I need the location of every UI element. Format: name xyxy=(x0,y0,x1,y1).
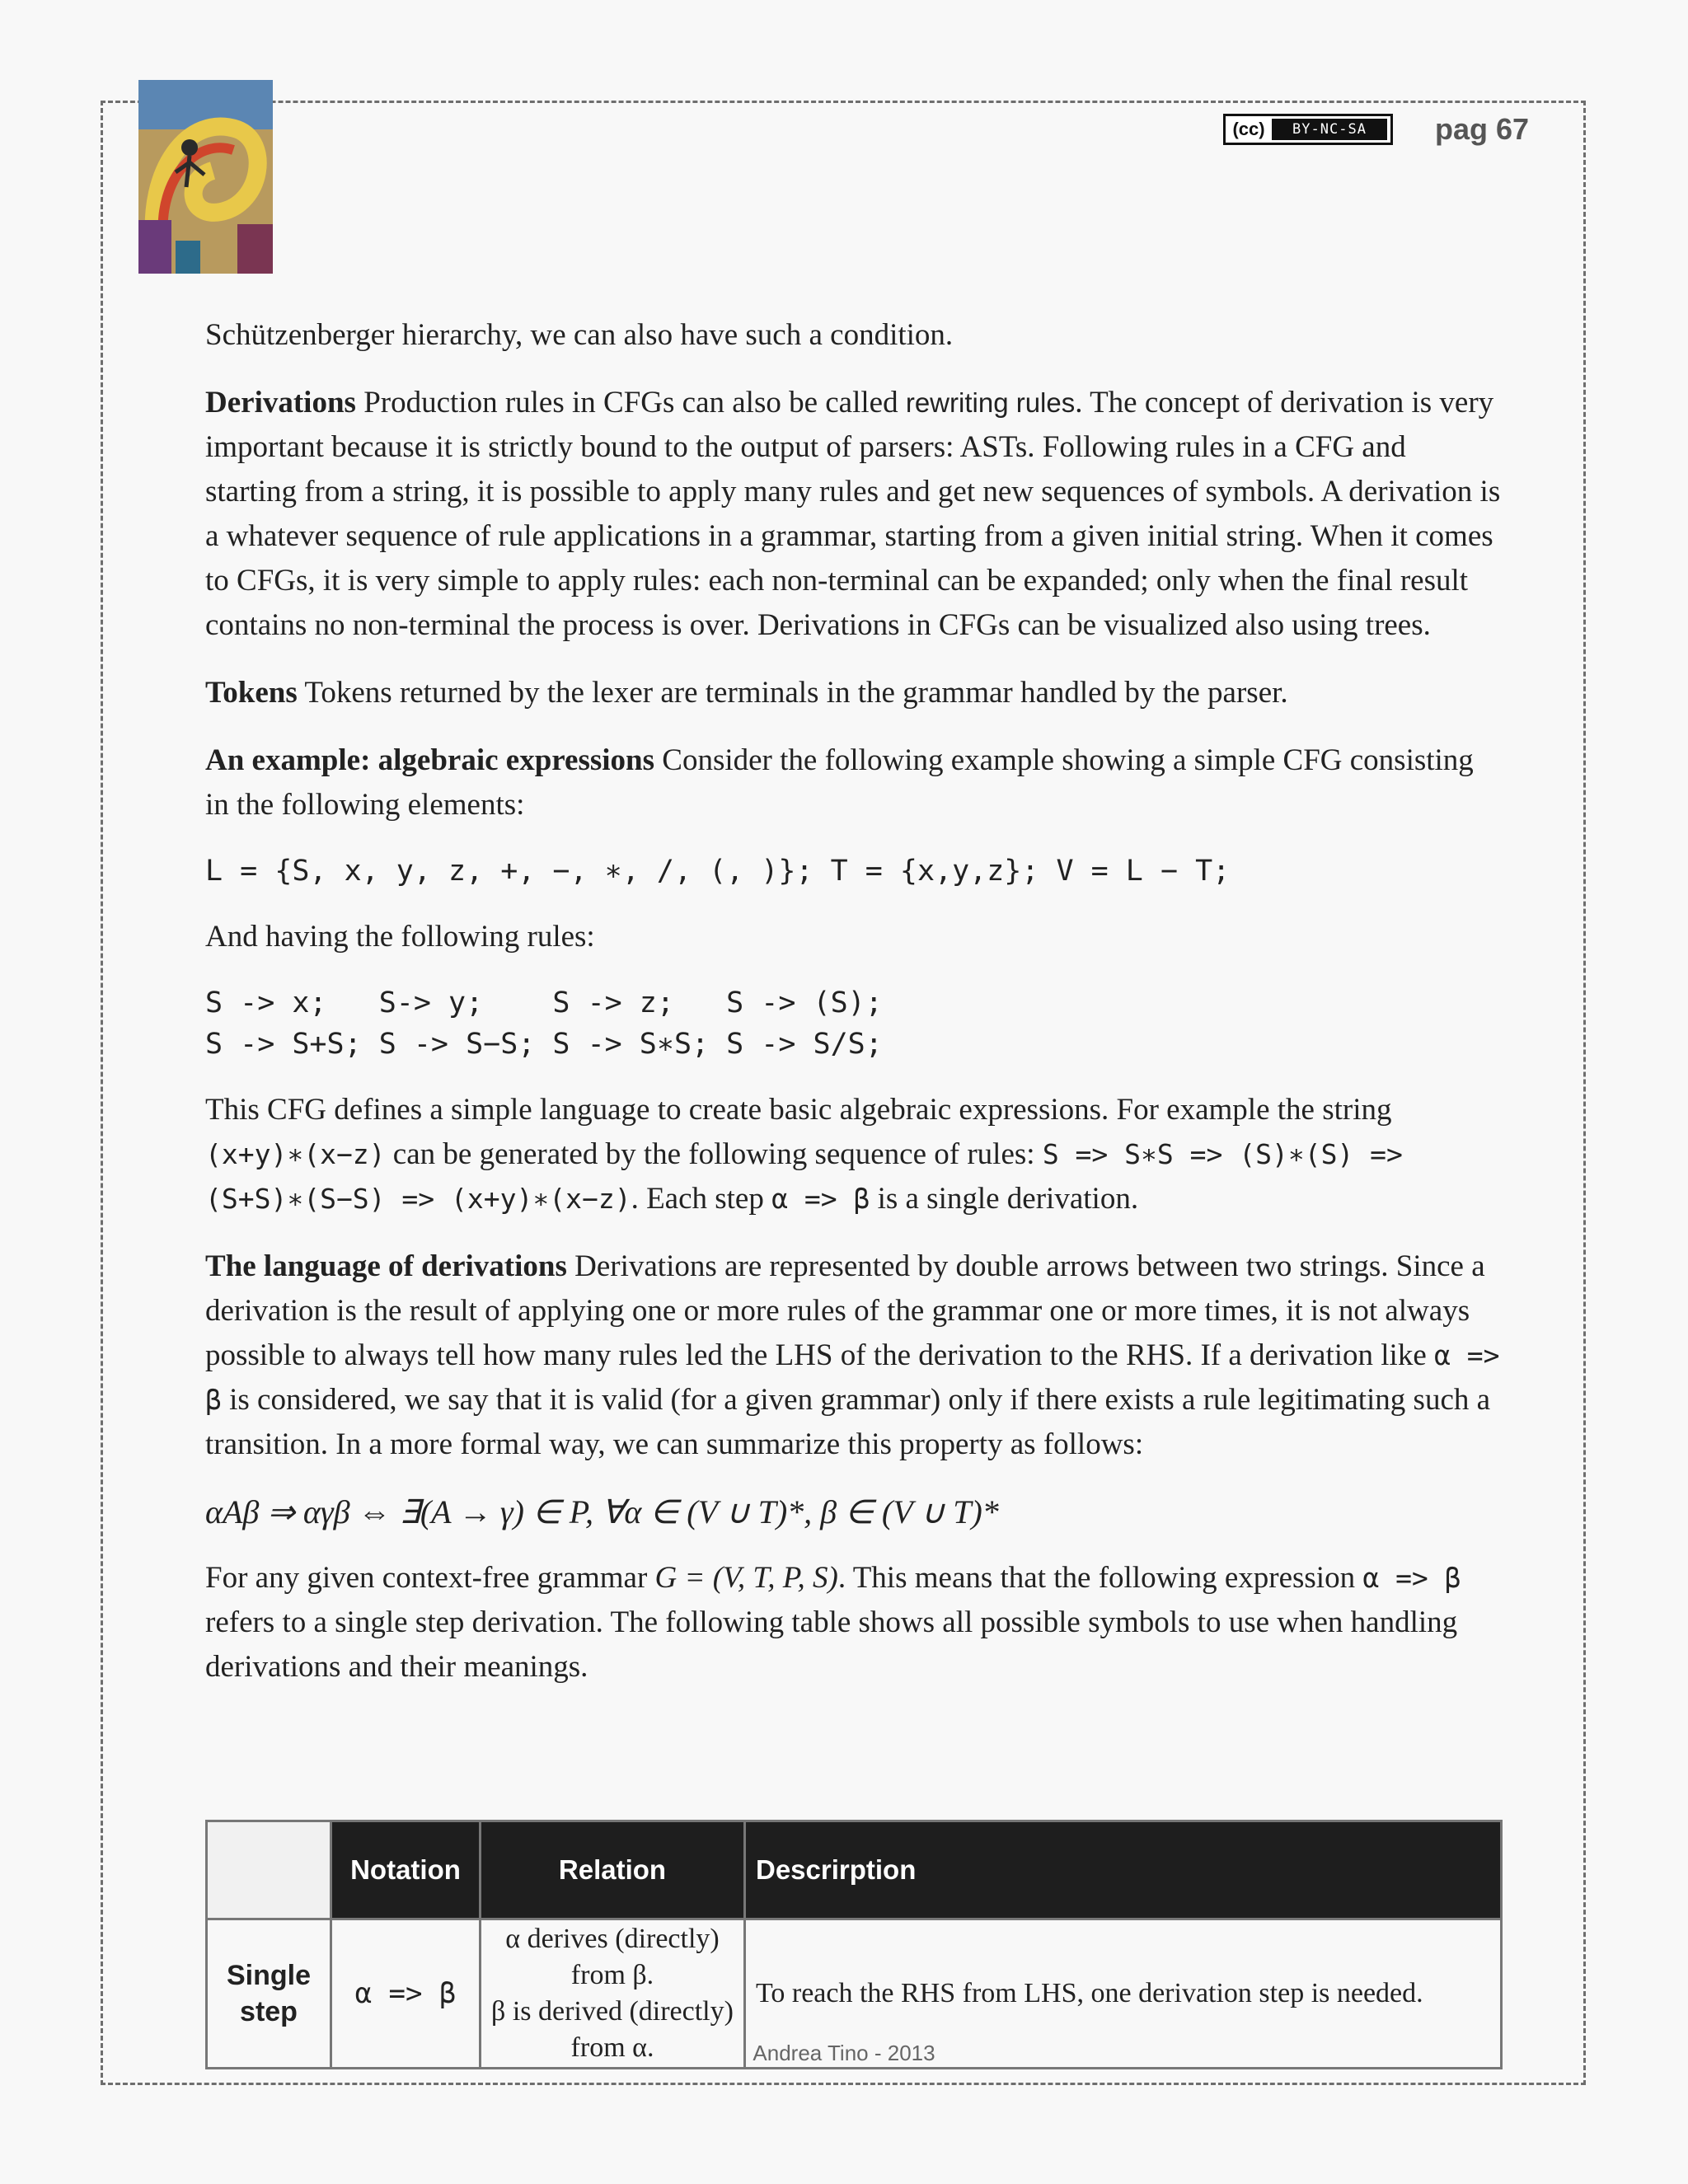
main-content xyxy=(205,313,1501,1713)
license-label: BY-NC-SA xyxy=(1272,119,1387,140)
paragraph-cfg-language: This CFG defines a simple language to create basic algebraic expressions. For example the string (x+y)∗(x−z) can be generated by the following sequence of rules: S => S∗S => (S)∗(S) => (S+S)∗(S−S) => (x+y)∗(x−z). Each step α => β is a single derivation. xyxy=(205,1093,1403,1216)
paragraph-derivations: Derivations Production rules in CFGs can also be called rewriting rules. The concept of derivation is very important because it is strictly bound to the output of parsers: ASTs. Following rules in a CFG and starting from a string, it is possible to apply many rules and get new sequences of symbols. A derivation is a whatever sequence of rule applications in a grammar, starting from a given initial string. When it comes to CFGs, it is very simple to apply rules: each non-terminal can be expanded; only when the final result contains no non-terminal the process is over. Derivations in CFGs can be visualized also using trees. xyxy=(205,386,1501,642)
table-header-description: Descrirption xyxy=(745,1821,1502,1919)
code-rules: S -> x; S-> y; S -> z; S -> (S); S -> S+S; S -> S−S; S -> S∗S; S -> S/S; xyxy=(205,987,883,1061)
table-header-notation: Notation xyxy=(331,1821,481,1919)
license-badge xyxy=(1223,114,1393,145)
paragraph-grammar-def: For any given context-free grammar G = (V, T, P, S). This means that the following expression α => β refers to a single step derivation. The following table shows all possible symbols to use when handling derivations and their meanings. xyxy=(205,1561,1461,1684)
paragraph-tokens: Tokens Tokens returned by the lexer are terminals in the grammar handled by the parser. xyxy=(205,676,1288,710)
table-header-row xyxy=(207,1821,1502,1919)
derivation-table xyxy=(205,1820,1503,2069)
derivation-formula: αAβ ⇒ αγβ ⇔ ∃(A → γ) ∈ P, ∀α ∈ (V ∪ T)*, β ∈ (V ∪ T)* xyxy=(205,1493,999,1530)
table-header-empty xyxy=(207,1821,331,1919)
term-rewriting-rules: rewriting rules xyxy=(905,387,1076,418)
paragraph-rules-intro: And having the following rules: xyxy=(205,920,595,954)
paragraph-example: An example: algebraic expressions Consider the following example showing a simple CFG consisting in the following elements: xyxy=(205,743,1474,822)
heading-language-of-derivations: The language of derivations xyxy=(205,1249,567,1283)
table-cell-notation: α => β xyxy=(331,1919,481,2069)
page-footer: Andrea Tino - 2013 xyxy=(753,2041,935,2065)
table-cell-description: To reach the RHS from LHS, one derivation step is needed. xyxy=(745,1919,1502,2069)
cover-artwork-image xyxy=(138,80,273,274)
paragraph-language-of-derivations: The language of derivations Derivations are represented by double arrows between two strings. Since a derivation is the result of applying one or more rules of the grammar one or more times, it is not always possible to always tell how many rules led the LHS of the derivation to the RHS. If a derivation like α => β is considered, we say that it is valid (for a given grammar) only if there exists a rule legitimating such a transition. In a more formal way, we can summarize this property as follows: xyxy=(205,1249,1500,1461)
grammar-formula: G = (V, T, P, S) xyxy=(654,1561,838,1595)
heading-tokens: Tokens xyxy=(205,676,298,710)
page-number: pag 67 xyxy=(1435,112,1530,146)
cc-icon: (cc) xyxy=(1232,119,1265,139)
heading-example: An example: algebraic expressions xyxy=(205,743,655,777)
table-header-relation: Relation xyxy=(481,1821,745,1919)
code-sets: L = {S, x, y, z, +, −, ∗, /, (, )}; T = {x,y,z}; V = L − T; xyxy=(205,855,1231,888)
heading-derivations: Derivations xyxy=(205,386,356,419)
paragraph-intro: Schützenberger hierarchy, we can also have such a condition. xyxy=(205,318,954,352)
table-row-label: Single step xyxy=(207,1919,331,2069)
table-cell-relation: α derives (directly) from β. β is derived (directly) from α. xyxy=(481,1919,745,2069)
